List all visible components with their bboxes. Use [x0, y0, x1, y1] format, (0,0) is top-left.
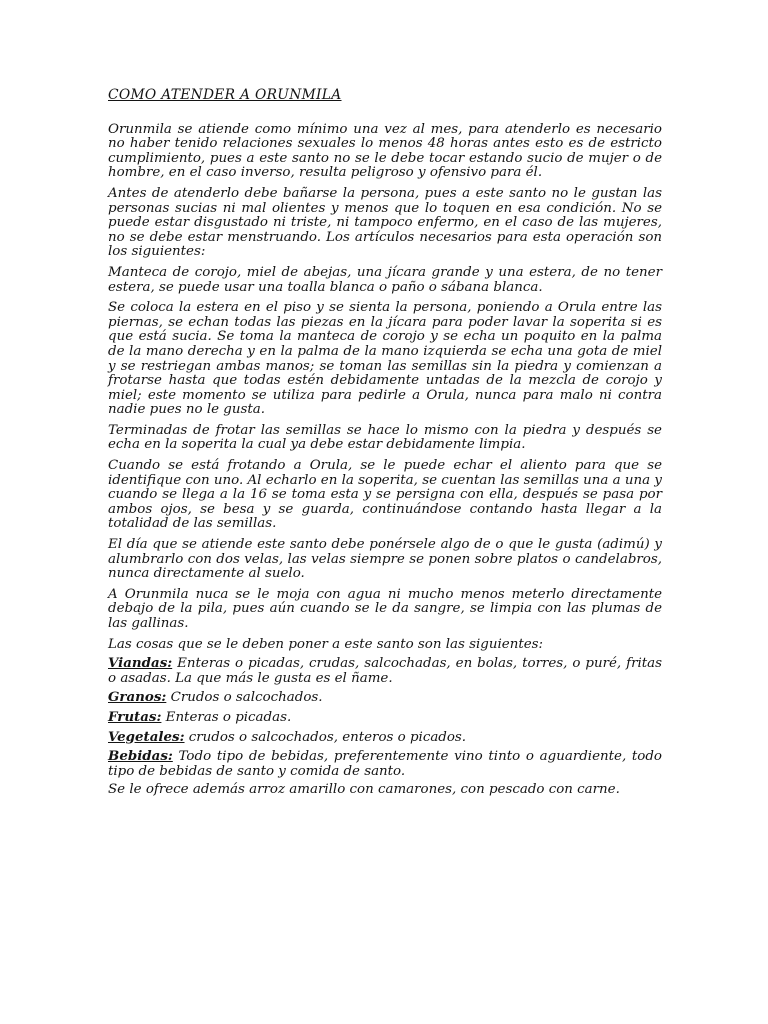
- document-title: COMO ATENDER A ORUNMILA: [108, 87, 342, 103]
- offering-label: Vegetales:: [108, 728, 185, 745]
- offering-frutas: [108, 710, 662, 726]
- paragraph-water: A Orunmila nuca se le moja con agua ni mucho menos meterlo directamente debajo de la pila, pues aún cuando se le da sangre, se limpia con las plumas de las gallinas.: [108, 586, 662, 631]
- offering-label: Bebidas:: [108, 748, 173, 765]
- paragraph-materials: Manteca de corojo, miel de abejas, una jícara grande y una estera, de no tener estera, se puede usar una toalla blanca o paño o sábana blanca.: [108, 264, 662, 295]
- document-page: [108, 88, 662, 804]
- paragraph-intro: Orunmila se atiende como mínimo una vez al mes, para atenderlo es necesario no haber tenido relaciones sexuales lo menos 48 horas antes esto es de estricto cumplimiento, pues a este santo no se le debe tocar estando sucio de mujer o de hombre, en el caso inverso, resulta peligroso y ofensivo para él.: [108, 121, 662, 181]
- paragraph-procedure: Se coloca la estera en el piso y se sienta la persona, poniendo a Orula entre las piernas, se echan todas las piezas en la jícara para poder lavar la soperita si es que está sucia. Se toma la manteca de corojo y se echa un poquito en la palma de la mano derecha y en la palma de la mano izquierda se echa una gota de miel y se restriegan ambas manos; se toman las semillas sin la piedra y comienzan a frotarse hasta que todas estén debidamente untadas de la mezcla de corojo y miel; este momento se utiliza para pedirle a Orula, nunca para malo ni contra nadie pues no le gusta.: [108, 300, 662, 418]
- paragraph-offerings-intro: Las cosas que se le deben poner a este santo son las siguientes:: [108, 636, 544, 652]
- offering-text: Enteras o picadas.: [161, 709, 292, 725]
- offering-granos: [108, 690, 662, 706]
- offering-text: crudos o salcochados, enteros o picados.: [184, 729, 467, 745]
- offering-vegetales: [108, 730, 662, 746]
- offering-label: Viandas:: [108, 655, 173, 672]
- offering-label: Frutas:: [108, 708, 162, 725]
- offering-text: Crudos o salcochados.: [166, 690, 323, 706]
- paragraph-counting: Cuando se está frotando a Orula, se le puede echar el aliento para que se identifique con uno. Al echarlo en la soperita, se cuentan las semillas una a una y cuando se llega a la 16 se toma esta y se persigna con ella, después se pasa por ambos ojos, se besa y se guarda, continuándose contando hasta llegar a la totalidad de las semillas.: [108, 458, 662, 532]
- offering-text: Todo tipo de bebidas, preferentemente vino tinto o aguardiente, todo tipo de bebidas de santo y comida de santo.: [108, 749, 662, 779]
- offering-viandas: [108, 656, 662, 686]
- paragraph-stone: Terminadas de frotar las semillas se hace lo mismo con la piedra y después se echa en la soperita la cual ya debe estar debidamente limpia.: [108, 422, 662, 453]
- offering-label: Granos:: [108, 689, 167, 706]
- paragraph-closing: Se le ofrece además arroz amarillo con camarones, con pescado con carne.: [108, 782, 620, 798]
- paragraph-candles: El día que se atiende este santo debe ponérsele algo de o que le gusta (adimú) y alumbrarlo con dos velas, las velas siempre se ponen sobre platos o candelabros, nunca directamente al suelo.: [108, 537, 662, 582]
- offering-bebidas: [108, 749, 662, 779]
- paragraph-preparation: Antes de atenderlo debe bañarse la persona, pues a este santo no le gustan las personas sucias ni mal olientes y menos que lo toquen en esa condición. No se puede estar disgustado ni triste, ni tampoco enfermo, en el caso de las mujeres, no se debe estar menstruando. Los artículos necesarios para esta operación son los siguientes:: [108, 185, 662, 260]
- offering-text: Enteras o picadas, crudas, salcochadas, en bolas, torres, o puré, fritas o asadas. La que más le gusta es el ñame.: [108, 656, 662, 686]
